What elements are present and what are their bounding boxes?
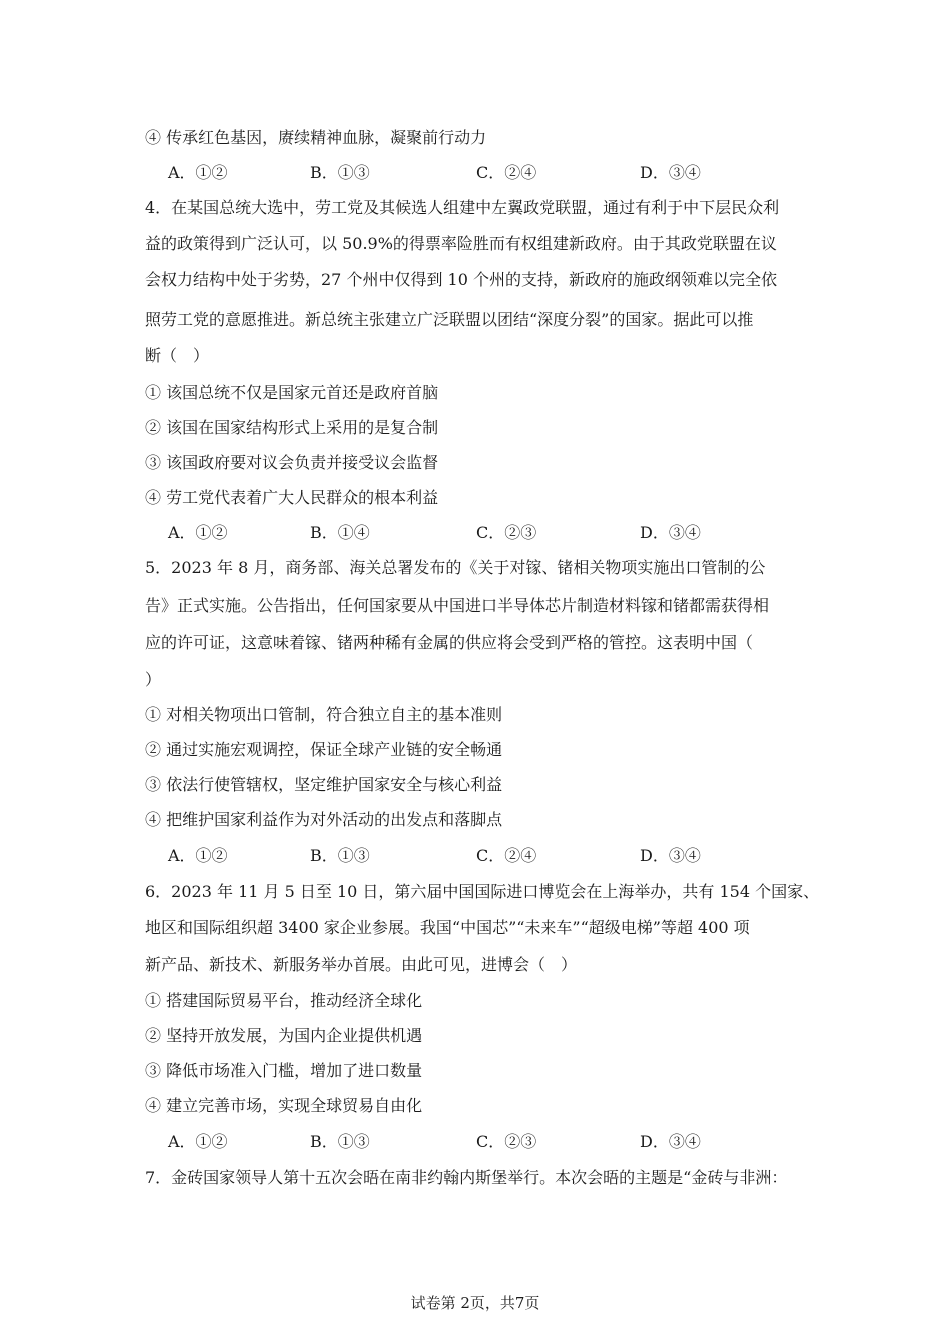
q6-stem-line-1: 6．2023 年 11 月 5 日至 10 日，第六届中国国际进口博览会在上海举办，共有 154 个国家、 — [145, 882, 820, 901]
option-a: A．①② — [168, 523, 228, 542]
q4-choice-2: ② 该国在国家结构形式上采用的是复合制 — [145, 418, 439, 437]
q5-choice-3: ③ 依法行使管辖权，坚定维护国家安全与核心利益 — [145, 775, 503, 794]
q5-stem-line-1: 5．2023 年 8 月，商务部、海关总署发布的《关于对镓、锗相关物项实施出口管制的公 — [145, 558, 766, 577]
q4-choice-3: ③ 该国政府要对议会负责并接受议会监督 — [145, 453, 439, 472]
option-b: B．①③ — [310, 163, 370, 182]
option-d: D．③④ — [640, 846, 701, 865]
q5-stem-line-2: 告》正式实施。公告指出，任何国家要从中国进口半导体芯片制造材料镓和锗都需获得相 — [145, 596, 770, 615]
option-a: A．①② — [168, 846, 228, 865]
q5-choice-1: ① 对相关物项出口管制，符合独立自主的基本准则 — [145, 705, 503, 724]
option-b: B．①③ — [310, 846, 370, 865]
q4-stem-line-1: 4．在某国总统大选中，劳工党及其候选人组建中左翼政党联盟，通过有利于中下层民众利 — [145, 198, 780, 217]
q6-choice-1: ① 搭建国际贸易平台，推动经济全球化 — [145, 991, 423, 1010]
q6-stem-line-2: 地区和国际组织超 3400 家企业参展。我国“中国芯”“未来车”“超级电梯”等超 400 项 — [145, 918, 750, 937]
option-c: C．②③ — [476, 1132, 537, 1151]
option-c: C．②③ — [476, 523, 537, 542]
q4-choice-4: ④ 劳工党代表着广大人民群众的根本利益 — [145, 488, 439, 507]
option-c: C．②④ — [476, 846, 537, 865]
option-d: D．③④ — [640, 523, 701, 542]
q4-stem-line-3: 会权力结构中处于劣势，27 个州中仅得到 10 个州的支持，新政府的施政纲领难以完全依 — [145, 270, 777, 289]
option-b: B．①④ — [310, 523, 370, 542]
q6-stem-line-3: 新产品、新技术、新服务举办首展。由此可见，进博会（ ） — [145, 955, 578, 974]
q4-stem-line-5: 断（ ） — [145, 346, 210, 365]
option-a: A．①② — [168, 1132, 228, 1151]
q6-choice-4: ④ 建立完善市场，实现全球贸易自由化 — [145, 1096, 423, 1115]
q4-choice-1: ① 该国总统不仅是国家元首还是政府首脑 — [145, 383, 439, 402]
option-d: D．③④ — [640, 1132, 701, 1151]
q5-choice-4: ④ 把维护国家利益作为对外活动的出发点和落脚点 — [145, 810, 503, 829]
option-d: D．③④ — [640, 163, 701, 182]
q6-choice-3: ③ 降低市场准入门槛，增加了进口数量 — [145, 1061, 423, 1080]
q5-stem-line-4: ） — [145, 670, 162, 689]
option-b: B．①③ — [310, 1132, 370, 1151]
q4-stem-line-2: 益的政策得到广泛认可，以 50.9%的得票率险胜而有权组建新政府。由于其政党联盟在议 — [145, 234, 777, 253]
page-footer: 试卷第 2页，共7页 — [410, 1294, 540, 1312]
q5-stem-line-3: 应的许可证，这意味着镓、锗两种稀有金属的供应将会受到严格的管控。这表明中国（ — [145, 633, 754, 652]
q3-choice-4: ④ 传承红色基因，赓续精神血脉，凝聚前行动力 — [145, 128, 487, 147]
q7-stem-line-1: 7．金砖国家领导人第十五次会晤在南非约翰内斯堡举行。本次会晤的主题是“金砖与非洲： — [145, 1168, 788, 1187]
q4-stem-line-4: 照劳工党的意愿推进。新总统主张建立广泛联盟以团结“深度分裂”的国家。据此可以推 — [145, 310, 754, 329]
q5-choice-2: ② 通过实施宏观调控，保证全球产业链的安全畅通 — [145, 740, 503, 759]
q6-choice-2: ② 坚持开放发展，为国内企业提供机遇 — [145, 1026, 423, 1045]
option-c: C．②④ — [476, 163, 537, 182]
option-a: A．①② — [168, 163, 228, 182]
